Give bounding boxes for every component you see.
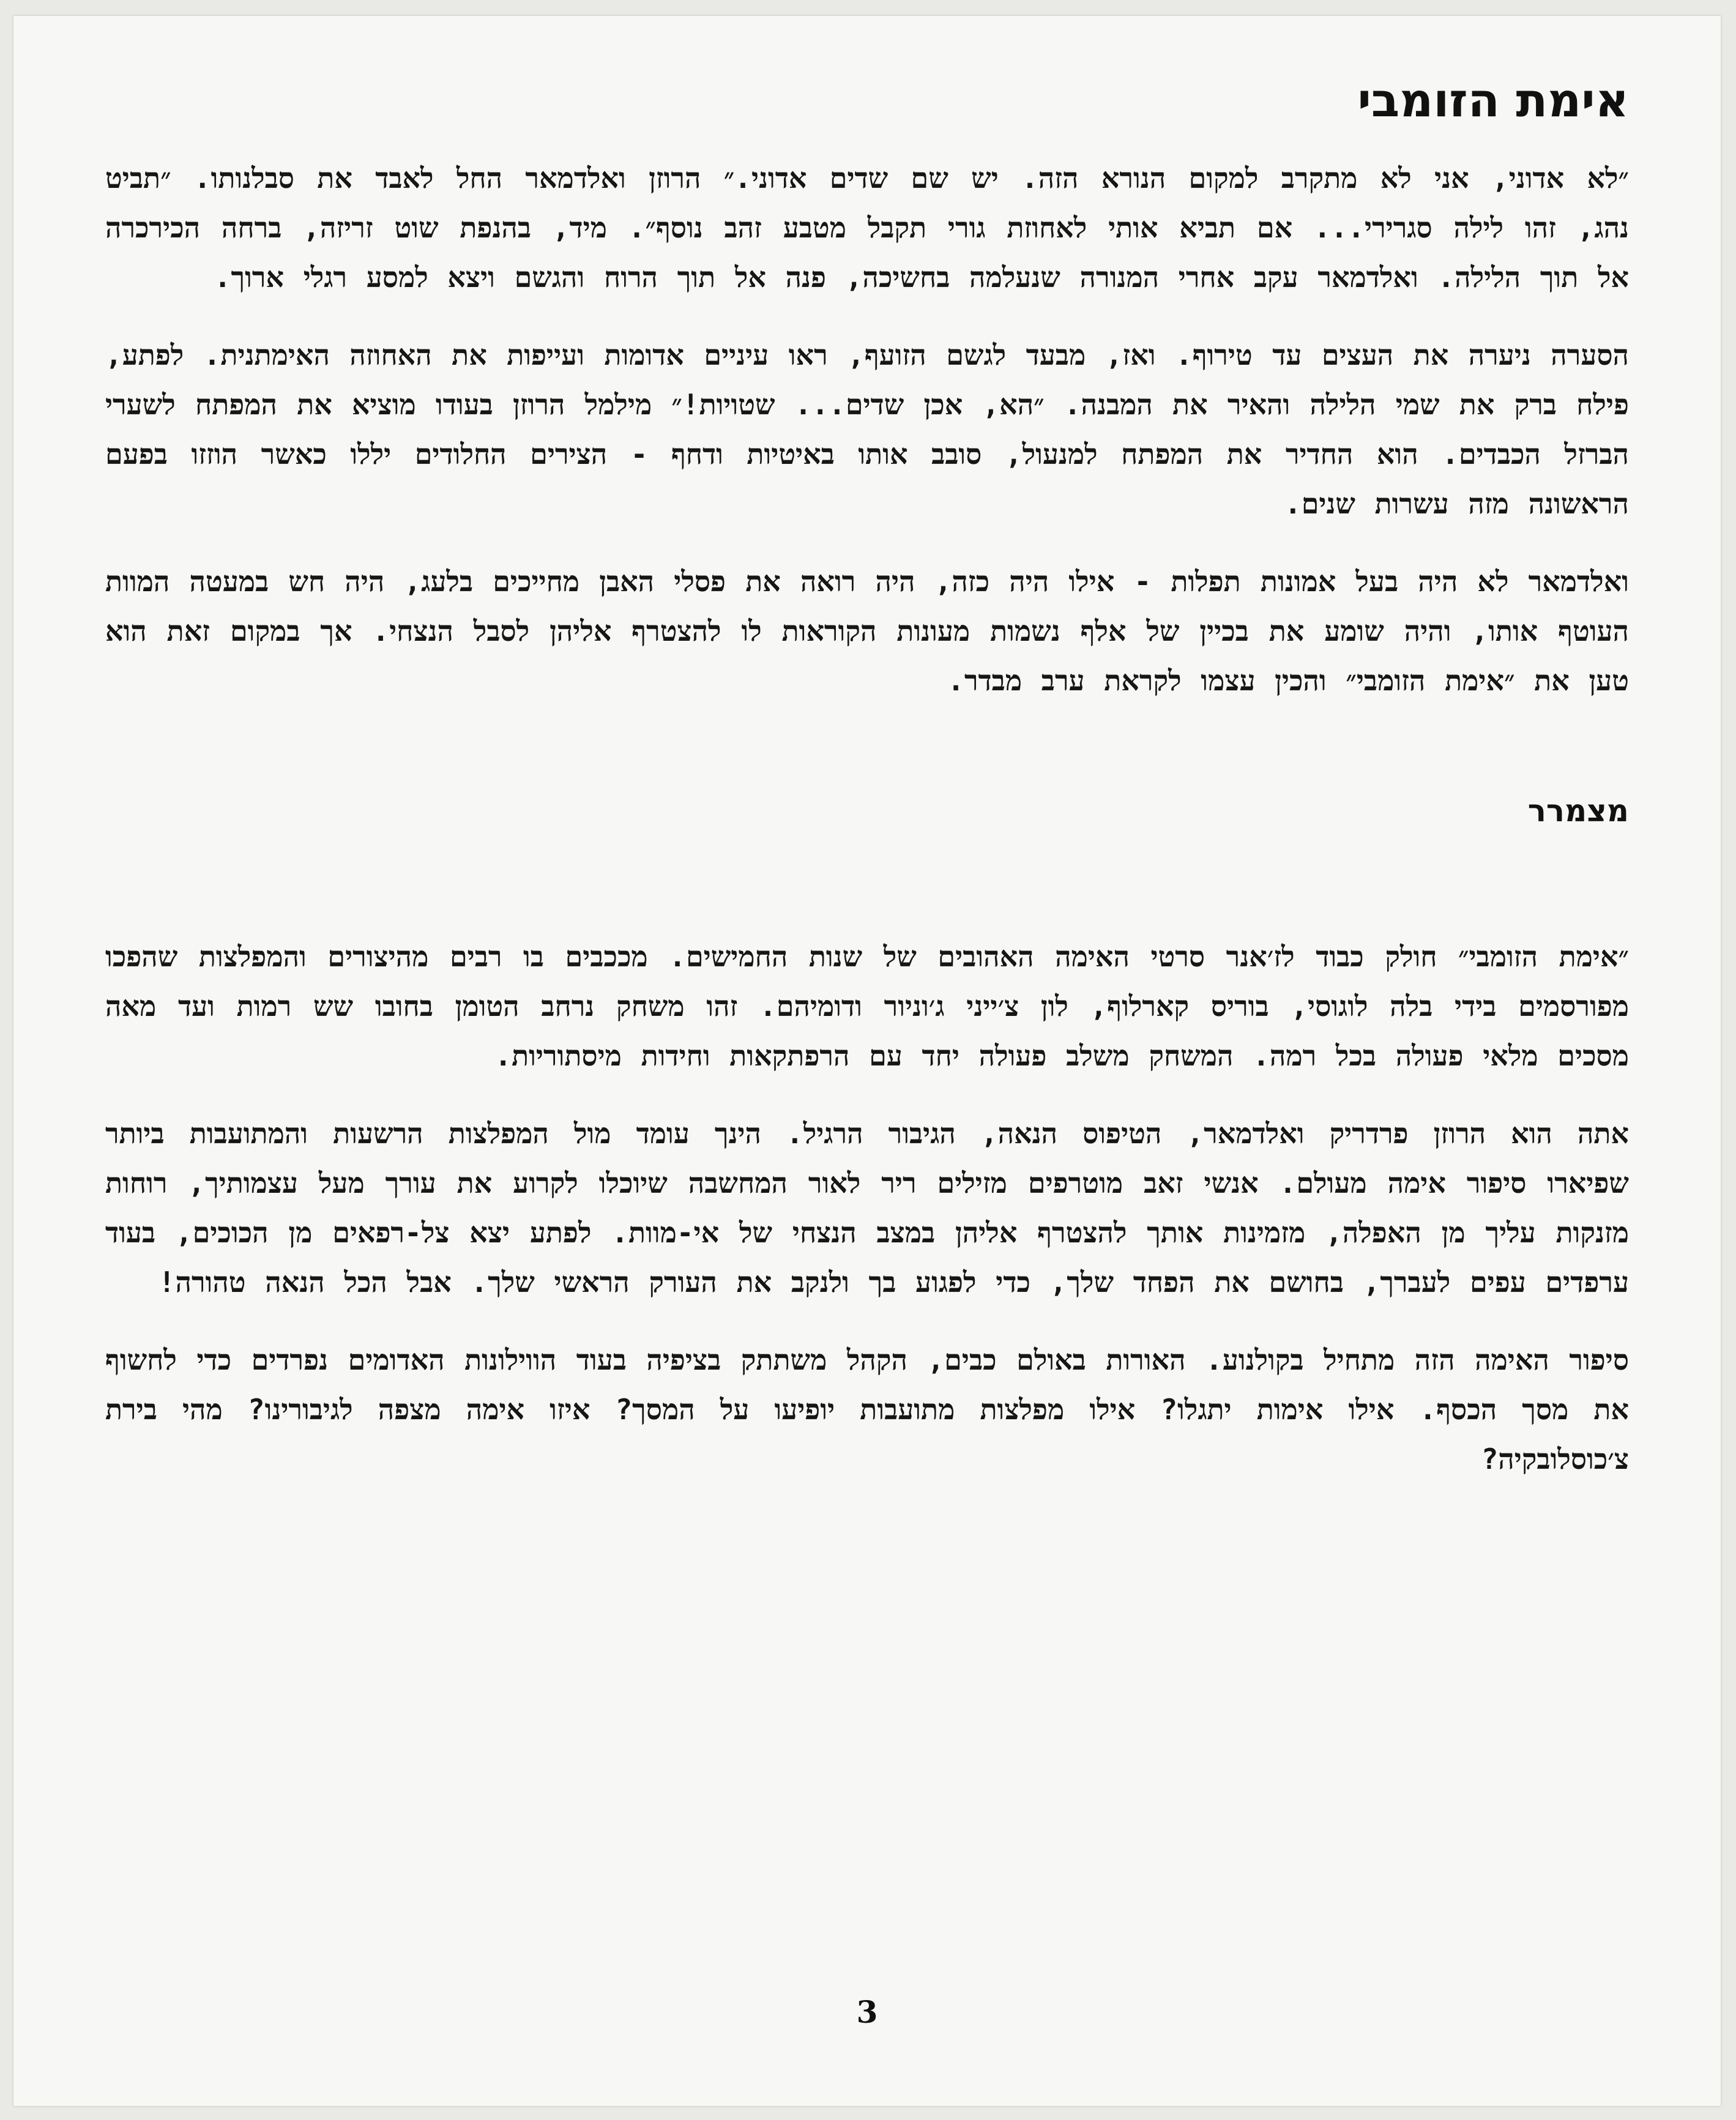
section-paragraph-1: ״אימת הזומבי״ חולק כבוד לז׳אנר סרטי האימה האהובים של שנות החמישים. מככבים בו רבים מהיצורים והמפלצות שהפכו מפורסמים בידי בלה לוגוסי, בוריס קארלוף, לון צ׳ייני ג׳וניור ודומיהם. זהו משחק נרחב הטומן בחובו שש רמות ועד מאה מסכים מלאי פעולה בכל רמה. המשחק משלב פעולה יחד עם הרפתקאות וחידות מיסתוריות. xyxy=(105,940,1629,1073)
page-title: אימת הזומבי xyxy=(1357,73,1629,127)
intro-paragraph-2: הסערה ניערה את העצים עד טירוף. ואז, מבעד לגשם הזועף, ראו עיניים אדומות ועייפות את האחוזה האימתנית. לפתע, פילח ברק את שמי הלילה והאיר את המבנה. ״הא, אכן שדים... שטויות!״ מילמל הרוזן בעודו מוציא את המפתח לשערי הברזל הכבדים. הוא החדיר את המפתח למנעול, סובב אותו באיטיות ודחף - הצירים החלודים יללו כאשר הוזזו בפעם הראשונה מזה עשרות שנים. xyxy=(105,338,1629,521)
text-column xyxy=(105,72,1629,1512)
page-number: 3 xyxy=(856,1994,878,2030)
intro-paragraph-3: ואלדמאר לא היה בעל אמונות תפלות - אילו היה כזה, היה רואה את פסלי האבן מחייכים בלעג, היה חש במעטה המוות העוטף אותו, והיה שומע את בכיין של אלף נשמות מעונות הקוראות לו להצטרף אליהן לסבל הנצחי. אך במקום זאת הוא טען את ״אימת הזומבי״ והכין עצמו לקראת ערב מבדר. xyxy=(105,565,1629,698)
document-page xyxy=(13,16,1721,2106)
section-paragraph-2: אתה הוא הרוזן פרדריק ואלדמאר, הטיפוס הנאה, הגיבור הרגיל. הינך עומד מול המפלצות הרשעות והמתועבות ביותר שפיארו סיפור אימה מעולם. אנשי זאב מוטרפים מזילים ריר לאור המחשבה שיוכלו לקרוע את עורך מעל עצמותיך, רוחות מזנקות עליך מן האפלה, מזמינות אותך להצטרף אליהן במצב הנצחי של אי-מוות. לפתע יצא צל-רפאים מן הכוכים, בעוד ערפדים עפים לעברך, בחושם את הפחד שלך, כדי לפגוע בך ולנקב את העורק הראשי שלך. אבל הכל הנאה טהורה! xyxy=(105,1117,1629,1299)
section-heading: מצמרר xyxy=(1527,793,1629,829)
section-paragraph-3: סיפור האימה הזה מתחיל בקולנוע. האורות באולם כבים, הקהל משתתק בציפיה בעוד הווילונות האדומים נפרדים כדי לחשוף את מסך הכסף. אילו אימות יתגלו? אילו מפלצות מתועבות יופיעו על המסך? איזו אימה מצפה לגיבורינו? מהי בירת צ׳כוסלובקיה? xyxy=(105,1343,1629,1476)
intro-paragraph-1: ״לא אדוני, אני לא מתקרב למקום הנורא הזה. יש שם שדים אדוני.״ הרוזן ואלדמאר החל לאבד את סבלנותו. ״תביט נהג, זהו לילה סגרירי... אם תביא אותי לאחוזת גורי תקבל מטבע זהב נוסף״. מיד, בהנפת שוט זריזה, ברחה הכירכרה אל תוך הלילה. ואלדמאר עקב אחרי המנורה שנעלמה בחשיכה, פנה אל תוך הרוח והגשם ויצא למסע רגלי ארוך. xyxy=(105,162,1629,294)
